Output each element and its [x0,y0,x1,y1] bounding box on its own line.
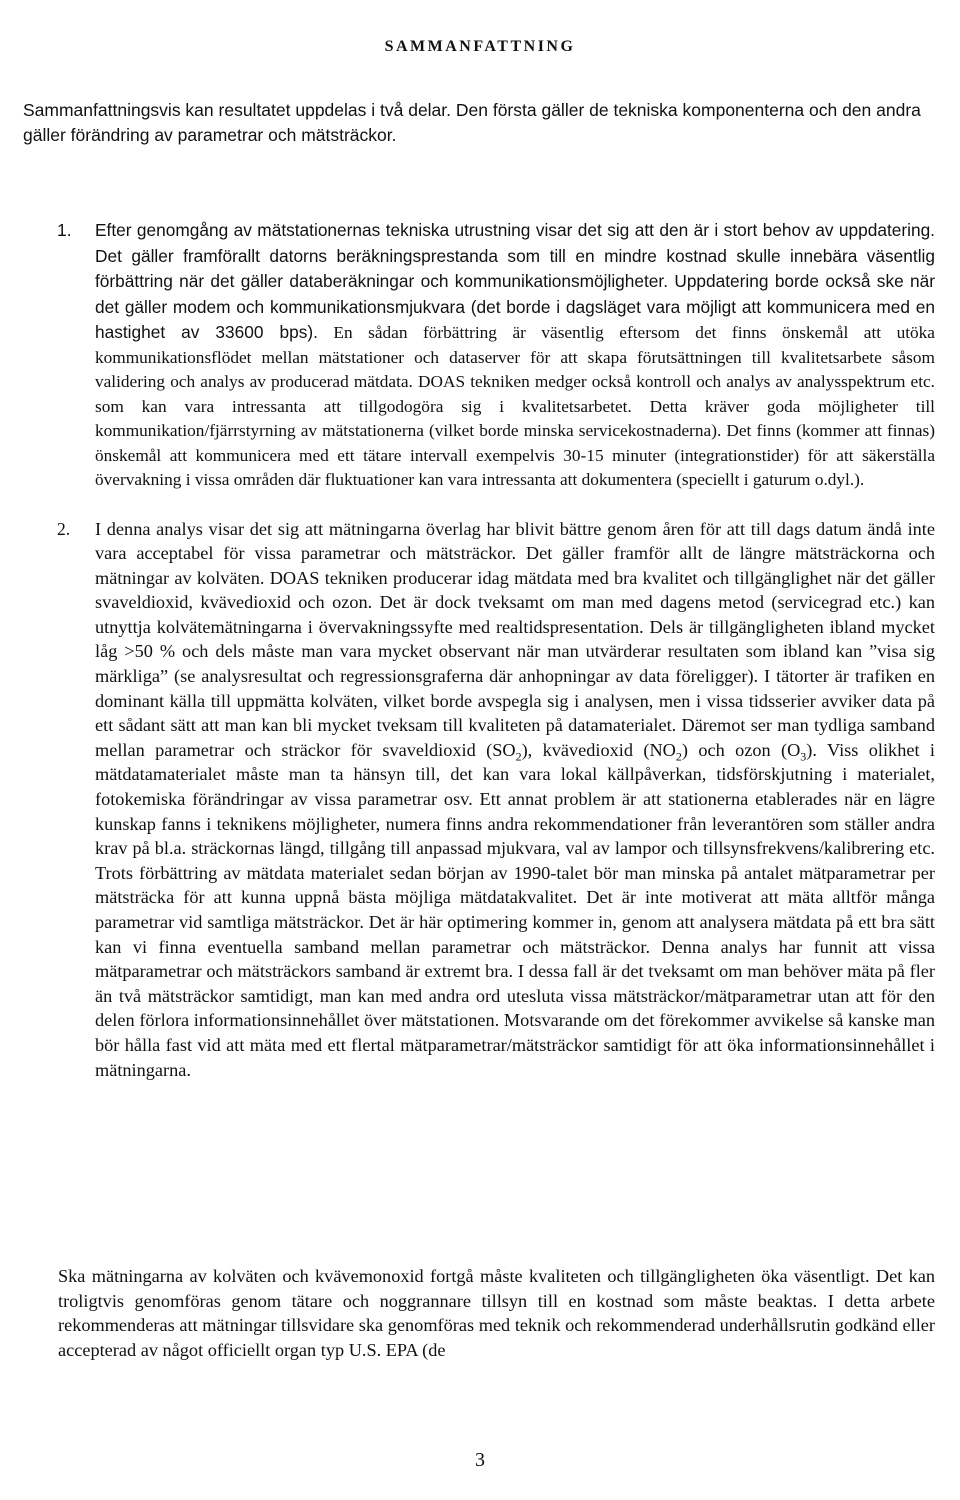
list-item [0,517,935,1083]
text-segment: ). Viss olikhet i mätdatamaterialet måste man ta hänsyn till, det kan vara lokal källpåverkan, tidsförskjutning i materialet, fotokemiska förändringar av vissa parametrar osv. Ett annat problem är att stationerna etablerades när en lägre kunskap fanns i teknikens möjligheter, numera finns andra rekommendationer från leverantören som ställer andra krav på bl.a. sträckornas längd, tillgång till anpassad mjukvara, val av lampor och tillsynsfrekvens/kalibrering etc. Trots förbättring av mätdata materialet sedan början av 1990-talet bör man minska på antalet mätparametrar per mätsträcka för att kunna uppnå bästa möjliga mätdatakvalitet. Det är inte motiverat att mäta alltför många parametrar vid samtliga mätsträckor. Det är här optimering kommer in, genom att analysera mätdata på ett bra sätt kan vi finna eventuella samband mellan parametrar och mätsträckor. Denna analys har funnit att vissa mätparametrar och mätsträckors samband är extremt bra. I dessa fall är det tveksamt om man behöver mäta på fler än två mätsträckor samtidigt, man kan med andra ord utesluta vissa mätsträckor/mätparametrar utan att för den delen förlora informationsinnehållet över mätstationen. Motsvarande om det förekommer avvikelse så kanske man bör hålla fast vid att mäta med ett flertal mätparametrar/mätsträckor samtidigt för att öka informationsinnehållet i mätningarna. [95,739,935,1080]
list-item-text [95,218,935,493]
list-item-text-sans: Efter genomgång av mätstationernas tekniska utrustning visar det sig att den är i stort behov av uppdatering. Det gäller framförallt datorns beräkningsprestanda som till en mindre kostnad skulle innebära väsentlig förbättring när det gäller databeräkningar och kommunikationsmöjligheter. Uppdatering borde också ske när det gäller modem och kommunikationsmjukvara (det borde i dagsläget vara möjligt att kommunicera med en hastighet av 33600 bps). [95,220,935,342]
closing-paragraph: Ska mätningarna av kolväten och kvävemonoxid fortgå måste kvaliteten och tillgängligheten öka väsentligt. Det kan troligtvis genomföras genom tätare och noggrannare tillsyn till en kostnad som måste beaktas. I detta arbete rekommenderas att mätningar tillsvidare ska genomföras med teknik och rekommenderad underhållsrutin godkänd eller accepterad av något officiellt organ typ U.S. EPA (de [58,1266,935,1360]
list-item-text-serif: En sådan förbättring är väsentlig eftersom det finns önskemål att utöka kommunikationsflödet mellan mätstationer och dataserver för att skapa förutsättningen till kvalitetsarbete såsom validering och analys av producerad mätdata. DOAS tekniken medger också kontroll och analys av analysspektrum etc. som kan vara intressanta att tillgodogöra sig i kvalitetsarbetet. Detta kräver goda möjligheter till kommunikation/fjärrstyrning av mätstationerna (vilket borde minska servicekostnaderna). Det finns (kommer att finnas) önskemål att kommunicera med ett tätare intervall exempelvis 30-15 minuter (integrationstider) för att säkerställa övervakning i vissa områden där fluktuationer kan vara intressanta att dokumentera (speciellt i gaturum o.dyl.). [95,323,935,489]
page-number: 3 [475,1449,485,1471]
text-segment: ), kvävedioxid (NO [521,739,676,760]
intro-paragraph: Sammanfattningsvis kan resultatet uppdelas i två delar. Den första gäller de tekniska komponenterna och den andra gäller förändring av parametrar och mätsträckor. [23,100,921,145]
section-heading: SAMMANFATTNING [384,38,576,55]
numbered-list [0,218,960,1106]
list-item-text [95,517,935,1083]
subscript: 2 [675,749,682,764]
list-item-number: 1. [57,220,72,240]
list-item [0,218,935,493]
subscript: 2 [515,749,522,764]
text-segment: ) och ozon (O [681,739,801,760]
subscript: 3 [800,749,807,764]
text-segment: I denna analys visar det sig att mätningarna överlag har blivit bättre genom åren för att till dags datum ändå inte vara acceptabel för vissa parametrar och mätsträckor. Det gäller framför allt de längre mätsträckorna och mätningar av kolväten. DOAS tekniken producerar idag mätdata med bra kvalitet och tillgänglighet när det gäller svaveldioxid, kvävedioxid och ozon. Det är dock tveksamt om man med dagens metod (servicegrad etc.) kan utnyttja kolvätemätningarna i övervakningssyfte med realtidspresentation. Dels är tillgängligheten ibland mycket låg >50 % och dels måste man vara mycket observant när man utvärderar resultaten som ibland kan ”visa sig märkliga” (se analysresultat och regressionsgraferna där anhopningar av data föreligger). I tätorter är trafiken en dominant källa till uppmätta kolväten, vilket borde avspegla sig i analysen, men i vissa tidsserier avviker data på ett sådant sätt att man kan bli mycket tveksam till kvaliteten på datamaterialet. Däremot ser man tydliga samband mellan parametrar och sträckor för svaveldioxid (SO [95,518,935,760]
list-item-number: 2. [57,518,71,539]
